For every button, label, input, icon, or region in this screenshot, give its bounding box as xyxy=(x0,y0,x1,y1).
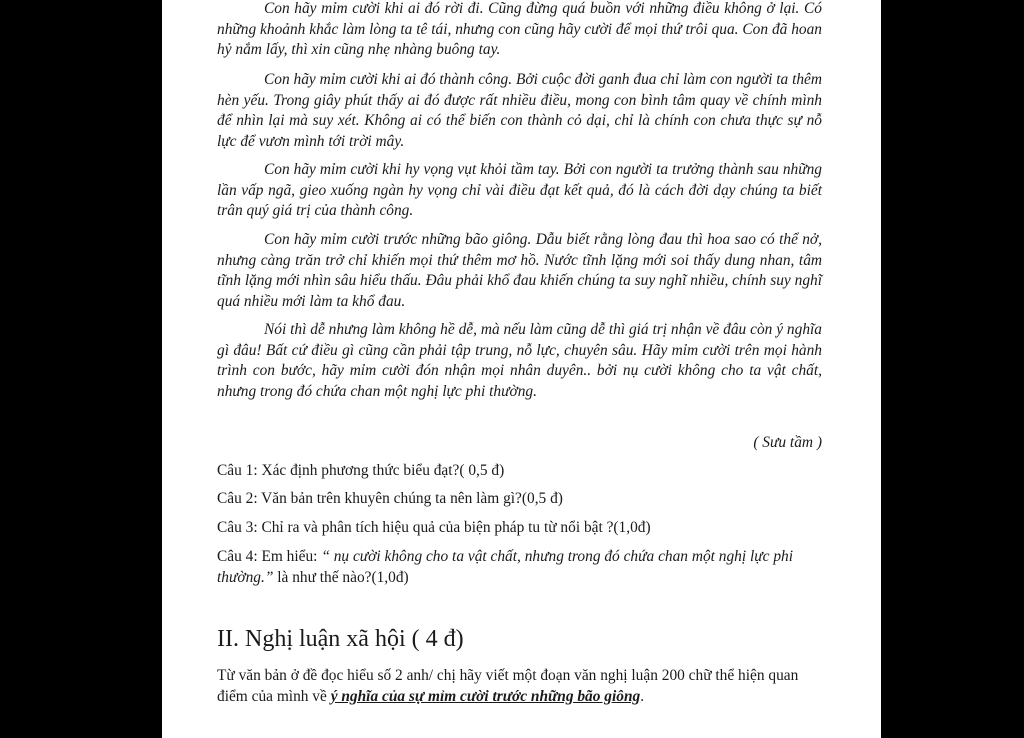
question-4-suffix: là như thế nào?(1,0đ) xyxy=(273,568,409,586)
paragraph-3: Con hãy mỉm cười khi hy vọng vụt khỏi tầm tay. Bởi con người ta trưởng thành sau những lần vấp ngã, gieo xuống ngàn hy vọng chỉ vài điều đạt kết quả, đó là cách đời dạy chúng ta biết trân quý giá trị của thành công. xyxy=(217,161,822,220)
question-4-quote: “ nụ cười không cho ta vật chất, nhưng trong đó chứa chan một nghị lực phi thường.” xyxy=(217,548,793,586)
question-4 xyxy=(217,547,822,588)
paragraph-4: Con hãy mỉm cười trước những bão giông. Dẫu biết rằng lòng đau thì hoa sao có thể nở, nhưng càng trăn trở chỉ khiến mọi thứ thêm mơ hồ. Nước tĩnh lặng mới soi thấy dung nhan, tâm tĩnh lặng mới nhìn sâu hiểu thấu. Đâu phải khổ đau khiến chúng ta suy nghĩ nhiều, chính suy nghĩ quá nhiều mới làm ta khổ đau. xyxy=(217,231,822,310)
paragraph-2: Con hãy mỉm cười khi ai đó thành công. Bởi cuộc đời ganh đua chỉ làm con người ta thêm hèn yếu. Trong giây phút thấy ai đó được rất nhiều điều, mong con bình tâm quay về chính mình để nhìn lại mà suy xét. Không ai có thể biến con thành cỏ dại, chỉ là chính con chưa thực sự nỗ lực để vươn mình tới trời mây. xyxy=(217,71,822,150)
paragraph-1: Con hãy mỉm cười khi ai đó rời đi. Cũng đừng quá buồn với những điều không ở lại. Có những khoảnh khắc làm lòng ta tê tái, nhưng con cũng hãy cười để mọi thứ trôi qua. Con đã hoan hỷ nắm lấy, thì xin cũng nhẹ nhàng buông tay. xyxy=(217,0,822,59)
question-3: Câu 3: Chỉ ra và phân tích hiệu quả của biện pháp tu từ nổi bật ?(1,0đ) xyxy=(217,519,651,536)
question-1: Câu 1: Xác định phương thức biểu đạt?( 0,5 đ) xyxy=(217,462,505,479)
essay-suffix: . xyxy=(640,687,645,705)
paragraph-5: Nói thì dễ nhưng làm không hề dễ, mà nếu làm cũng dễ thì giá trị nhận về đâu còn ý nghĩa gì đâu! Bất cứ điều gì cũng cần phải tập trung, nỗ lực, chuyên sâu. Hãy mỉm cười trên mọi hành trình con bước, hãy mỉm cười đón nhận mọi nhân duyên.. bởi nụ cười không cho ta vật chất, nhưng trong đó chứa chan một nghị lực phi thường. xyxy=(217,321,822,400)
source-note: ( Sưu tầm ) xyxy=(753,434,822,451)
section-heading: II. Nghị luận xã hội ( 4 đ) xyxy=(217,626,464,652)
essay-prompt xyxy=(217,666,807,707)
question-2: Câu 2: Văn bản trên khuyên chúng ta nên làm gì?(0,5 đ) xyxy=(217,490,563,507)
document-page xyxy=(162,0,881,738)
question-4-prefix: Câu 4: Em hiểu: xyxy=(217,548,322,565)
essay-prefix: Từ văn bản ở đề đọc hiểu số 2 anh/ chị hãy viết một đoạn văn nghị luận 200 chữ thể hiện quan điểm của mình về xyxy=(217,667,799,705)
essay-emphasis: ý nghĩa của sự mỉm cười trước những bão giông xyxy=(330,687,641,705)
